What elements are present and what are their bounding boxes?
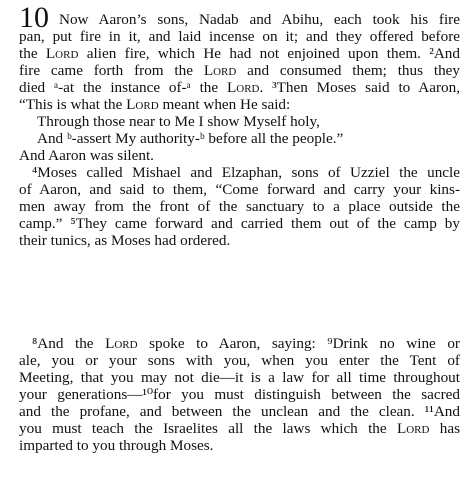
text-line: Meeting, that you may not die—it is a law for all time throughout xyxy=(19,369,460,386)
text-line: “This is what the Lord meant when He said: xyxy=(19,96,291,113)
text-line: died ᵃ-at the instance of-ᵃ the Lord. ³Then Moses said to Aaron, xyxy=(19,79,460,96)
text-line: the Lord alien fire, which He had not enjoined upon them. ²And xyxy=(19,45,460,62)
text-line: And ᵇ-assert My authority-ᵇ before all the people.” xyxy=(37,130,344,147)
text-line: Now Aaron’s sons, Nadab and Abihu, each took his fire xyxy=(59,11,460,28)
text-line: of Aaron, and said to them, “Come forward and carry your kins- xyxy=(19,181,460,198)
text-line: Through those near to Me I show Myself holy, xyxy=(37,113,320,130)
text-line: ⁸And the Lord spoke to Aaron, saying: ⁹Drink no wine or xyxy=(32,335,460,352)
chapter-number: 10 xyxy=(19,1,49,34)
text-line: pan, put fire in it, and laid incense on it; and they offered before xyxy=(19,28,460,45)
text-line: men away from the front of the sanctuary to a place outside the xyxy=(19,198,460,215)
text-line: ale, you or your sons with you, when you enter the Tent of xyxy=(19,352,460,369)
text-line: imparted to you through Moses. xyxy=(19,437,214,454)
text-line: and the profane, and between the unclean and the clean. ¹¹And xyxy=(19,403,460,420)
text-line: your generations—¹⁰for you must distinguish between the sacred xyxy=(19,386,460,403)
text-line: their tunics, as Moses had ordered. xyxy=(19,232,231,249)
text-line: And Aaron was silent. xyxy=(19,147,154,164)
text-line: camp.” ⁵They came forward and carried them out of the camp by xyxy=(19,215,460,232)
text-line: you must teach the Israelites all the laws which the Lord has xyxy=(19,420,460,437)
text-line: ⁴Moses called Mishael and Elzaphan, sons of Uzziel the uncle xyxy=(32,164,460,181)
text-line: fire came forth from the Lord and consumed them; thus they xyxy=(19,62,460,79)
